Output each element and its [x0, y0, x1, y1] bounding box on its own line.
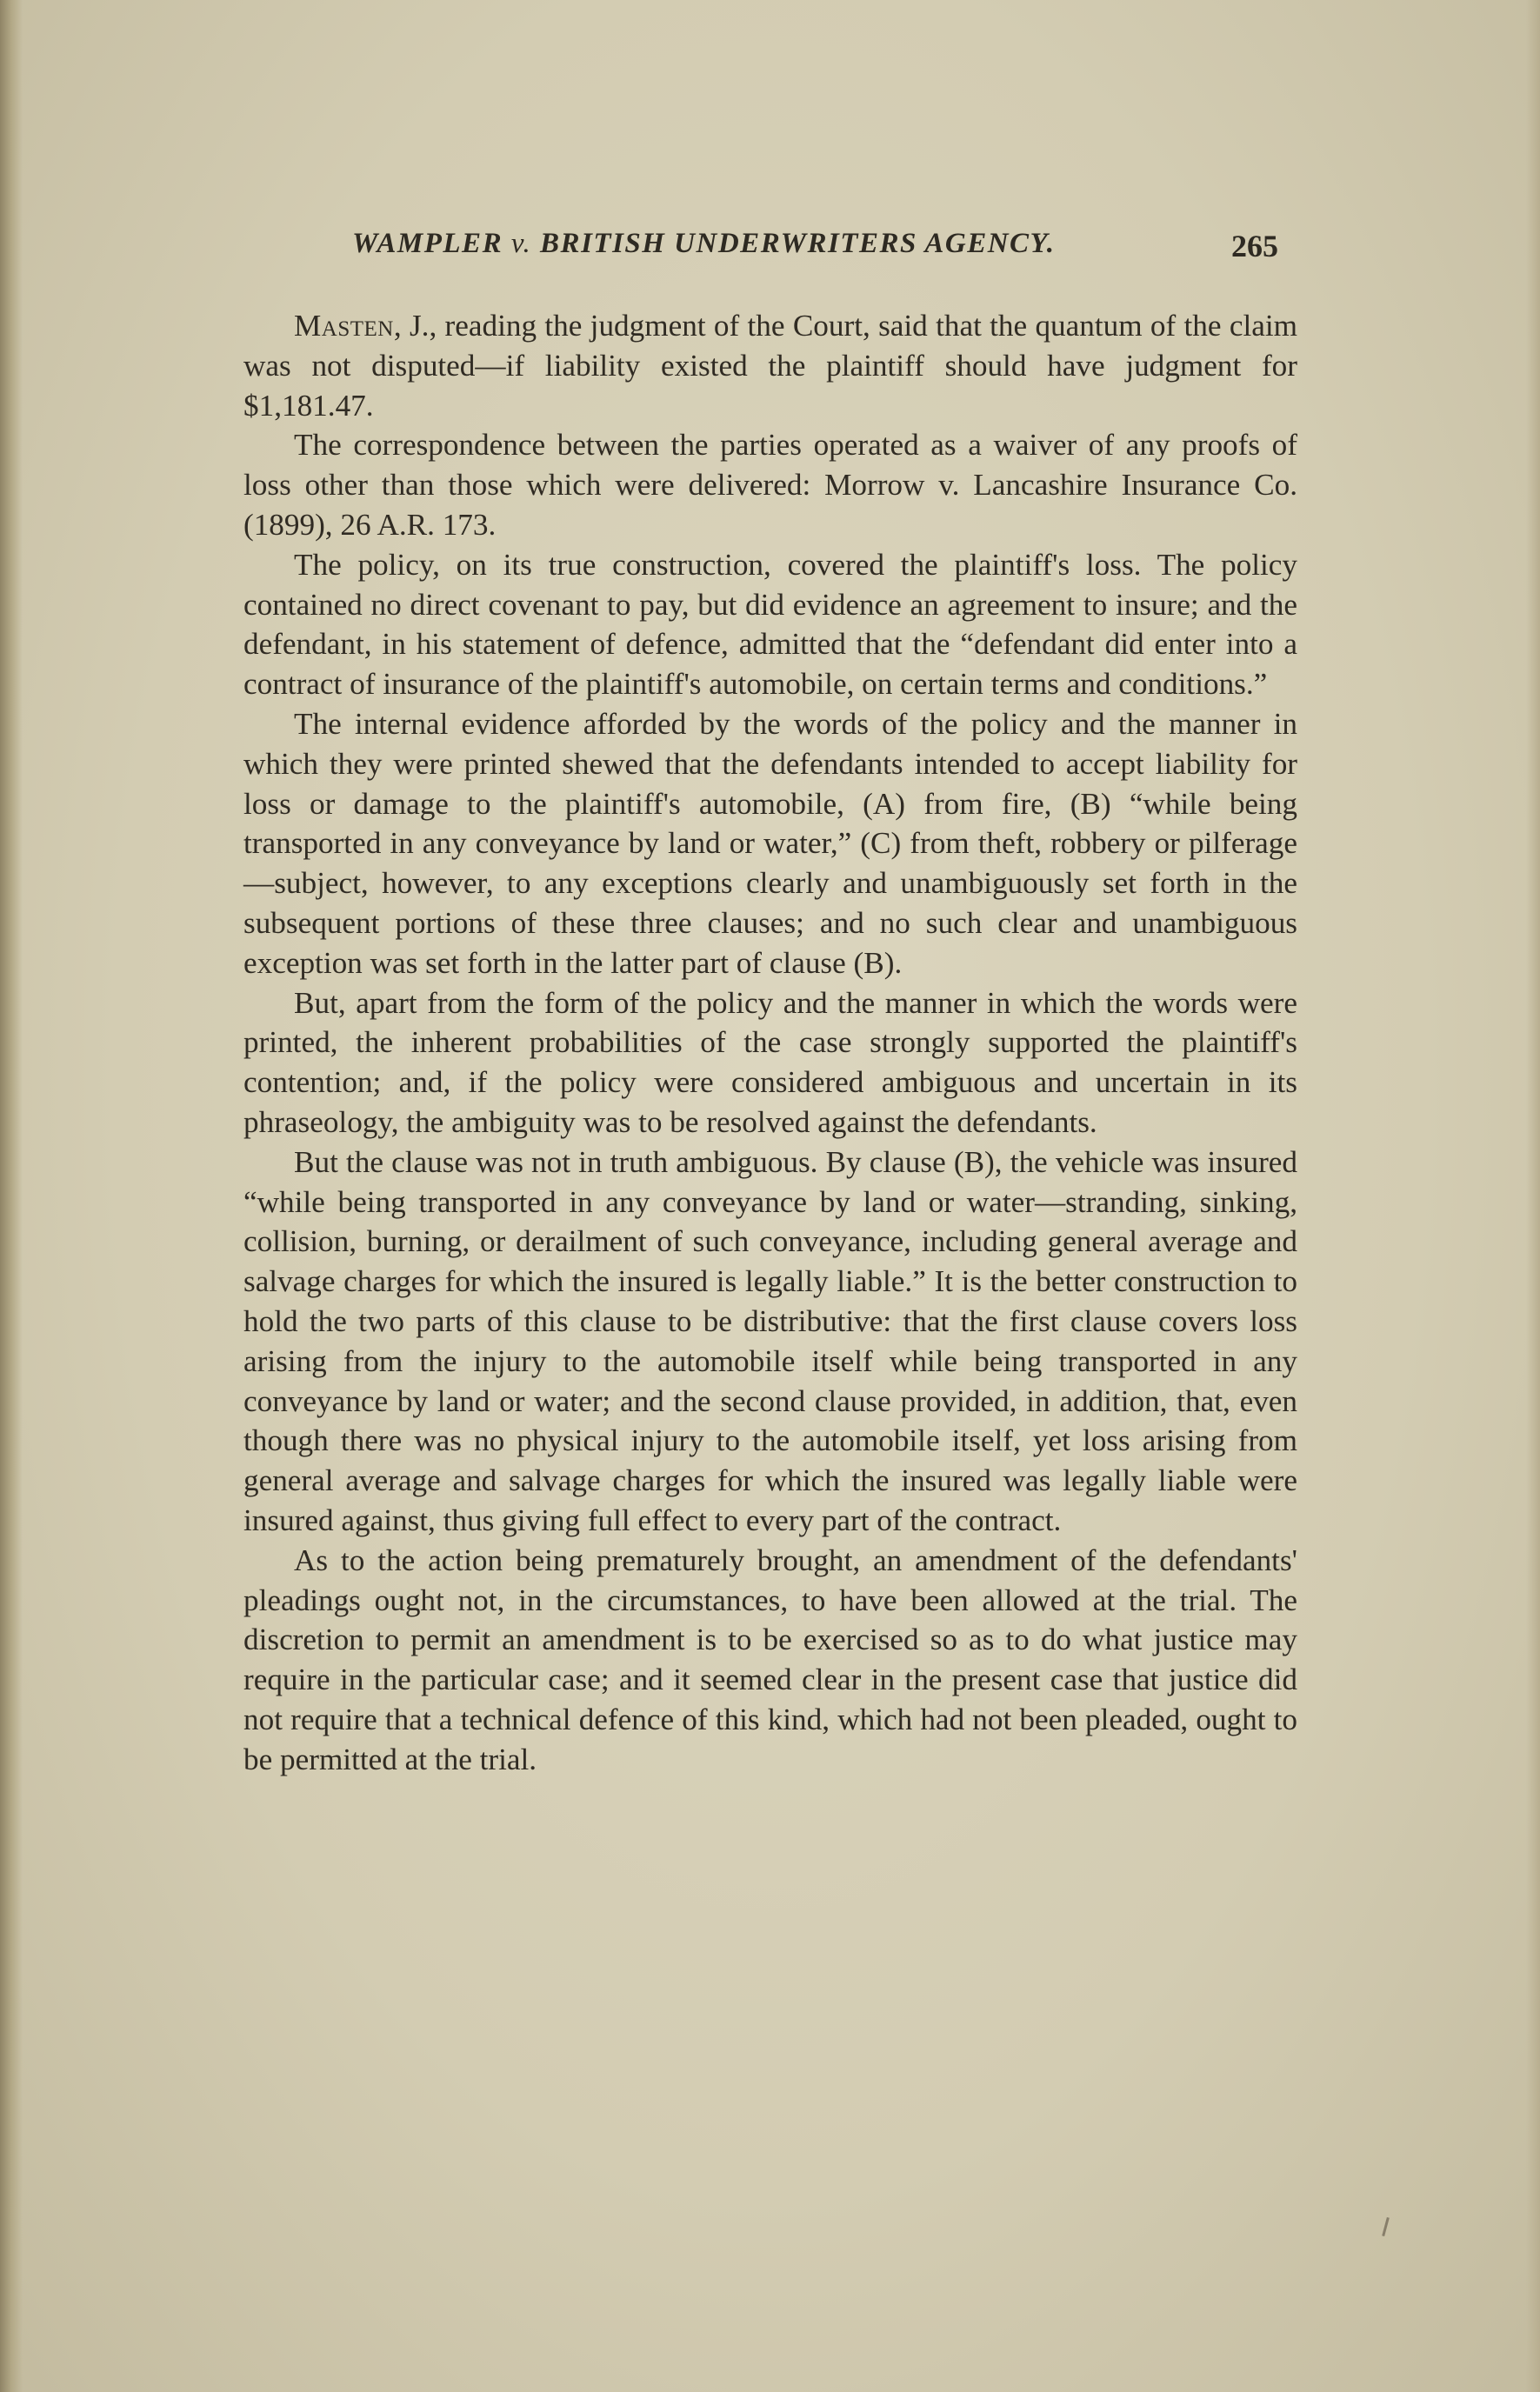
page-edge-shadow: [1526, 0, 1540, 2392]
stray-pencil-mark: [1382, 2217, 1390, 2236]
paragraph-2: The correspondence between the parties operated as a waiver of any proofs of loss other than those which were delivered: Morrow v. Lancashire Insurance Co. (1899), 26 A.R. 173.: [243, 428, 1297, 542]
running-header: [352, 228, 1278, 273]
paragraph-7: As to the action being prematurely brought, an amendment of the defendants' pleadings ought not, in the circumstances, to have been allowed at the trial. The discretion to permit an amendment is to be exercised so as to do what justice may require in the particular case; and it seemed clear in the present case that justice did not require that a technical defence of this kind, which had not been pleaded, ought to be permitted at the trial.: [243, 1542, 1297, 1776]
judge-name: Masten: [294, 309, 394, 343]
title-versus: v.: [510, 228, 532, 259]
paragraph-1-text: , J., reading the judgment of the Court, said that the quantum of the claim was not disputed—if liability existed the plaintiff should have judgment for $1,181.47.: [243, 309, 1297, 423]
judgment-text: [243, 306, 1297, 1779]
paragraph-4: The internal evidence afforded by the words of the policy and the manner in which they were printed shewed that the defendants intended to accept liability for loss or damage to the plaintiff's automobile, (A) from fire, (B) “while being transported in any conveyance by land or water,” (C) from theft, robbery or pilferage —subject, however, to any exceptions clearly and unambiguously set forth in the subsequent portions of these three clauses; and no such clear and unambiguous exception was set forth in the latter part of clause (B).: [243, 706, 1297, 980]
running-title: [352, 228, 1056, 260]
page-spine-shadow: [0, 0, 23, 2392]
paragraph-3: The policy, on its true construction, covered the plaintiff's loss. The policy contained no direct covenant to pay, but did evidence an agreement to insure; and the defendant, in his statement of defence, admitted that the “defendant did enter into a contract of insurance of the plaintiff's automobile, on certain terms and conditions.”: [243, 547, 1297, 702]
paragraph-5: But, apart from the form of the policy and the manner in which the words were printed, the inherent probabilities of the case strongly supported the plaintiff's contention; and, if the policy were considered ambiguous and uncertain in its phraseology, the ambiguity was to be resolved against the defendants.: [243, 985, 1297, 1139]
title-part1: WAMPLER: [352, 228, 503, 259]
paragraph-6: But the clause was not in truth ambiguous. By clause (B), the vehicle was insured “while being transported in any conveyance by land or water—stranding, sinking, collision, burning, or derailment of such conveyance, including general average and salvage charges for which the insured is legally liable.” It is the better construction to hold the two parts of this clause to be distributive: that the first clause covers loss arising from the injury to the automobile itself while being transported in any conveyance by land or water; and the second clause provided, in addition, that, even though there was no physical injury to the automobile itself, yet loss arising from general average and salvage charges for which the insured was legally liable were insured against, thus giving full effect to every part of the contract.: [243, 1144, 1297, 1537]
title-part2: BRITISH UNDERWRITERS AGENCY.: [540, 228, 1056, 259]
paragraph-1: [243, 306, 1297, 425]
page-number: 265: [1231, 229, 1278, 263]
